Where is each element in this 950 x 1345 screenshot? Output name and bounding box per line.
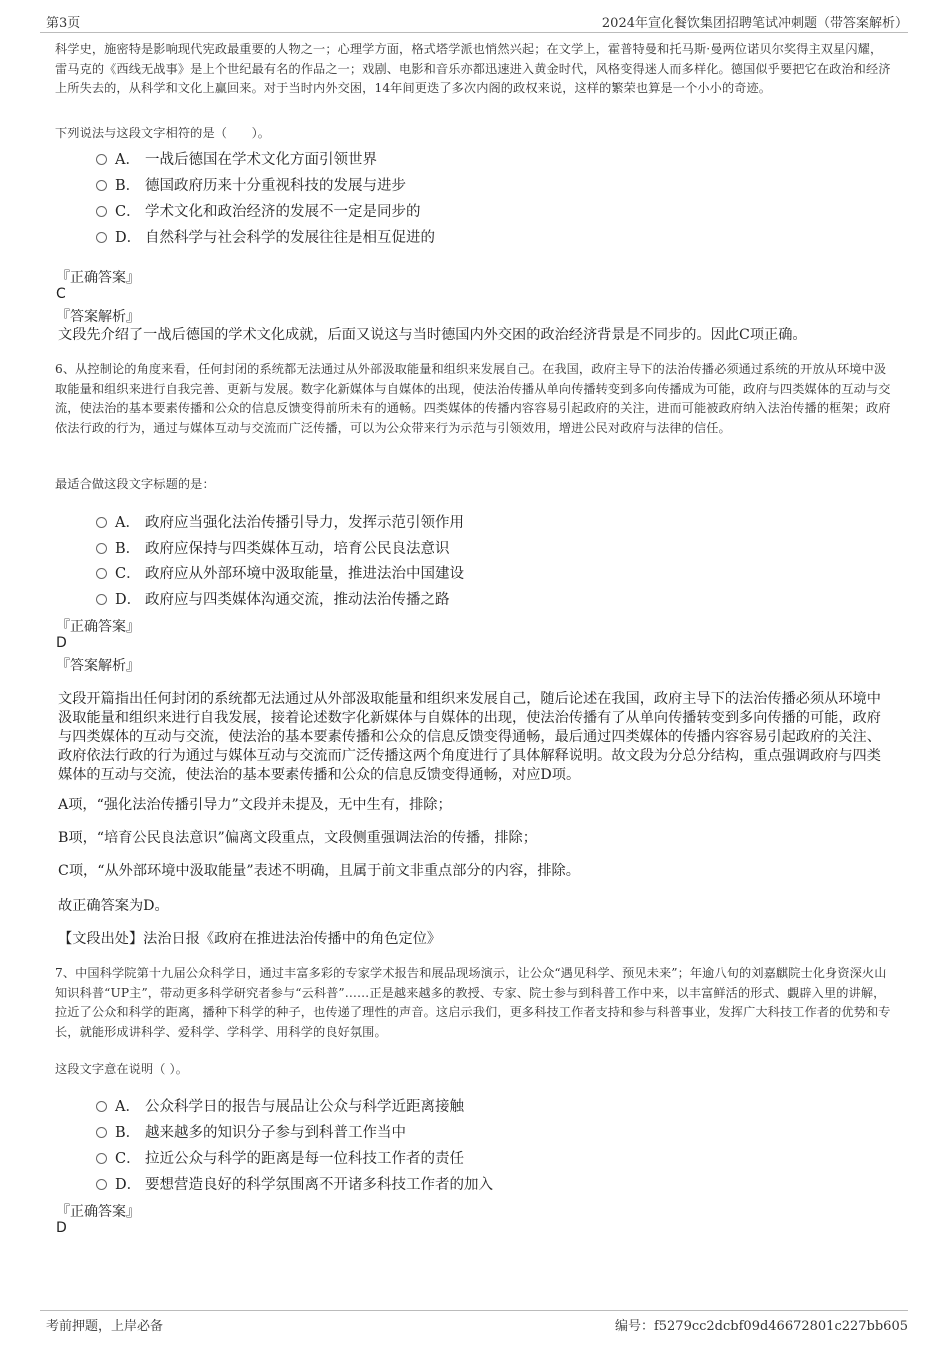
q6-analysis-label: 『答案解析』	[56, 658, 140, 674]
q7-option-b[interactable]: B． 越来越多的知识分子参与到科普工作当中	[96, 1121, 406, 1143]
page-header	[40, 10, 908, 33]
document-title: 2024年宣化餐饮集团招聘笔试冲刺题（带答案解析）	[601, 16, 908, 31]
q7-answer: D	[56, 1220, 67, 1236]
radio-icon[interactable]	[96, 232, 107, 243]
q6-analysis-c: C项，“从外部环境中汲取能量”表述不明确，且属于前文非重点部分的内容，排除。	[58, 863, 580, 879]
q7-stem: 这段文字意在说明（ ）。	[55, 1062, 189, 1076]
q6-source: 【文段出处】法治日报《政府在推进法治传播中的角色定位》	[58, 931, 442, 947]
q7-answer-label: 『正确答案』	[56, 1204, 140, 1220]
q6-answer: D	[56, 635, 67, 651]
radio-icon[interactable]	[96, 568, 107, 579]
q5-analysis: 文段先介绍了一战后德国的学术文化成就，后面又说这与当时德国内外交困的政治经济背景是不同步的。因此C项正确。	[58, 327, 807, 343]
q5-analysis-label: 『答案解析』	[56, 309, 140, 325]
q6-answer-label: 『正确答案』	[56, 619, 140, 635]
q5-option-b[interactable]: B． 德国政府历来十分重视科技的发展与进步	[96, 174, 406, 196]
radio-icon[interactable]	[96, 594, 107, 605]
document-serial: 编号：f5279cc2dcbf09d46672801c227bb605	[614, 1319, 908, 1334]
q5-option-c[interactable]: C． 学术文化和政治经济的发展不一定是同步的	[96, 200, 421, 222]
q5-option-d[interactable]: D． 自然科学与社会科学的发展往往是相互促进的	[96, 226, 435, 248]
q5-answer-label: 『正确答案』	[56, 270, 140, 286]
q5-option-a[interactable]: A． 一战后德国在学术文化方面引领世界	[96, 148, 377, 170]
q6-option-d[interactable]: D． 政府应与四类媒体沟通交流，推动法治传播之路	[96, 588, 450, 610]
radio-icon[interactable]	[96, 1179, 107, 1190]
q7-option-c[interactable]: C． 拉近公众与科学的距离是每一位科技工作者的责任	[96, 1147, 464, 1169]
page-number: 第3页	[46, 16, 81, 31]
q6-stem: 最适合做这段文字标题的是：	[55, 477, 215, 491]
q6-analysis-a: A项，“强化法治传播引导力”文段并未提及，无中生有，排除；	[58, 797, 452, 813]
q5-answer: C	[56, 286, 66, 302]
q6-conclusion: 故正确答案为D。	[58, 898, 169, 914]
q6-option-c[interactable]: C． 政府应从外部环境中汲取能量，推进法治中国建设	[96, 562, 464, 584]
q6-option-b[interactable]: B． 政府应保持与四类媒体互动，培育公民良法意识	[96, 537, 450, 559]
q6-option-a[interactable]: A． 政府应当强化法治传播引导力，发挥示范引领作用	[96, 511, 464, 533]
q5-passage-tail: 科学史，施密特是影响现代宪政最重要的人物之一；心理学方面，格式塔学派也悄然兴起；在文学上，霍普特曼和托马斯·曼两位诺贝尔奖得主双星闪耀，雷马克的《西线无战事》是上个世纪最有名的作品之一；戏剧、电影和音乐亦都迅速进入黄金时代，风格变得迷人而多样化。德国似乎要把它在政治和经济上所失去的，从科学和文化上赢回来。对于当时内外交困，14年间更迭了多次内阁的政权来说，这样的繁荣也算是一个小小的奇迹。	[55, 42, 891, 95]
radio-icon[interactable]	[96, 1153, 107, 1164]
radio-icon[interactable]	[96, 1127, 107, 1138]
radio-icon[interactable]	[96, 517, 107, 528]
radio-icon[interactable]	[96, 1101, 107, 1112]
q7-passage: 7、中国科学院第十九届公众科学日，通过丰富多彩的专家学术报告和展品现场演示，让公众“遇见科学、预见未来”；年逾八旬的刘嘉麒院士化身资深火山知识科普“UP主”，带动更多科学研究者参与“云科普”……正是越来越多的教授、专家、院士参与到科普工作中来，以丰富鲜活的形式、覷辟入里的讲解，拉近了公众和科学的距离，播种下科学的种子，也传递了理性的声音。这启示我们，更多科技工作者支持和参与科普事业，发挥广大科技工作者的优势和专长，就能形成讲科学、爱科学、学科学、用科学的良好氛围。	[55, 966, 891, 1039]
q6-analysis: 文段开篇指出任何封闭的系统都无法通过从外部汲取能量和组织来发展自己，随后论述在我国，政府主导下的法治传播必须从环境中汲取能量和组织来进行自我发展，接着论述数字化新媒体与自媒体的出现，使法治传播有了从单向传播转变到多向传播的可能，政府与四类媒体的互动与交流，使法治的基本要素传播和公众的信息反馈变得通畅，最后通过四类媒体的传播内容容易引起政府的关注、政府依法行政的行为通过与媒体互动与交流而广泛传播这两个角度进行了具体解释说明。故文段为分总分结构，重点强调政府与四类媒体的互动与交流，使法治的基本要素传播和公众的信息反馈变得通畅，对应D项。	[58, 691, 881, 783]
q6-passage: 6、从控制论的角度来看，任何封闭的系统都无法通过从外部汲取能量和组织来发展自己。在我国，政府主导下的法治传播必须通过系统的开放从环境中汲取能量和组织来进行自我完善、更新与发展。数字化新媒体与自媒体的出现，使法治传播从单向传播转变到多向传播成为可能，政府与四类媒体的互动与交流，使法治的基本要素传播和公众的信息反馈变得前所未有的通畅。四类媒体的传播内容容易引起政府的关注，进而可能被政府纳入法治传播的框架；政府依法行政的行为，通过与媒体互动与交流而广泛传播，可以为公众带来行为示范与引领效用，增进公民对政府与法律的信任。	[55, 362, 891, 435]
q5-stem: 下列说法与这段文字相符的是（ ）。	[55, 126, 271, 140]
q7-option-d[interactable]: D． 要想营造良好的科学氛围离不开诸多科技工作者的加入	[96, 1173, 493, 1195]
radio-icon[interactable]	[96, 180, 107, 191]
radio-icon[interactable]	[96, 154, 107, 165]
radio-icon[interactable]	[96, 206, 107, 217]
q7-option-a[interactable]: A． 公众科学日的报告与展品让公众与科学近距离接触	[96, 1095, 464, 1117]
q6-analysis-b: B项，“培育公民良法意识”偏离文段重点，文段侧重强调法治的传播，排除；	[58, 830, 537, 846]
radio-icon[interactable]	[96, 543, 107, 554]
footer-slogan: 考前押题，上岸必备	[46, 1319, 164, 1334]
page-footer	[40, 1310, 908, 1333]
